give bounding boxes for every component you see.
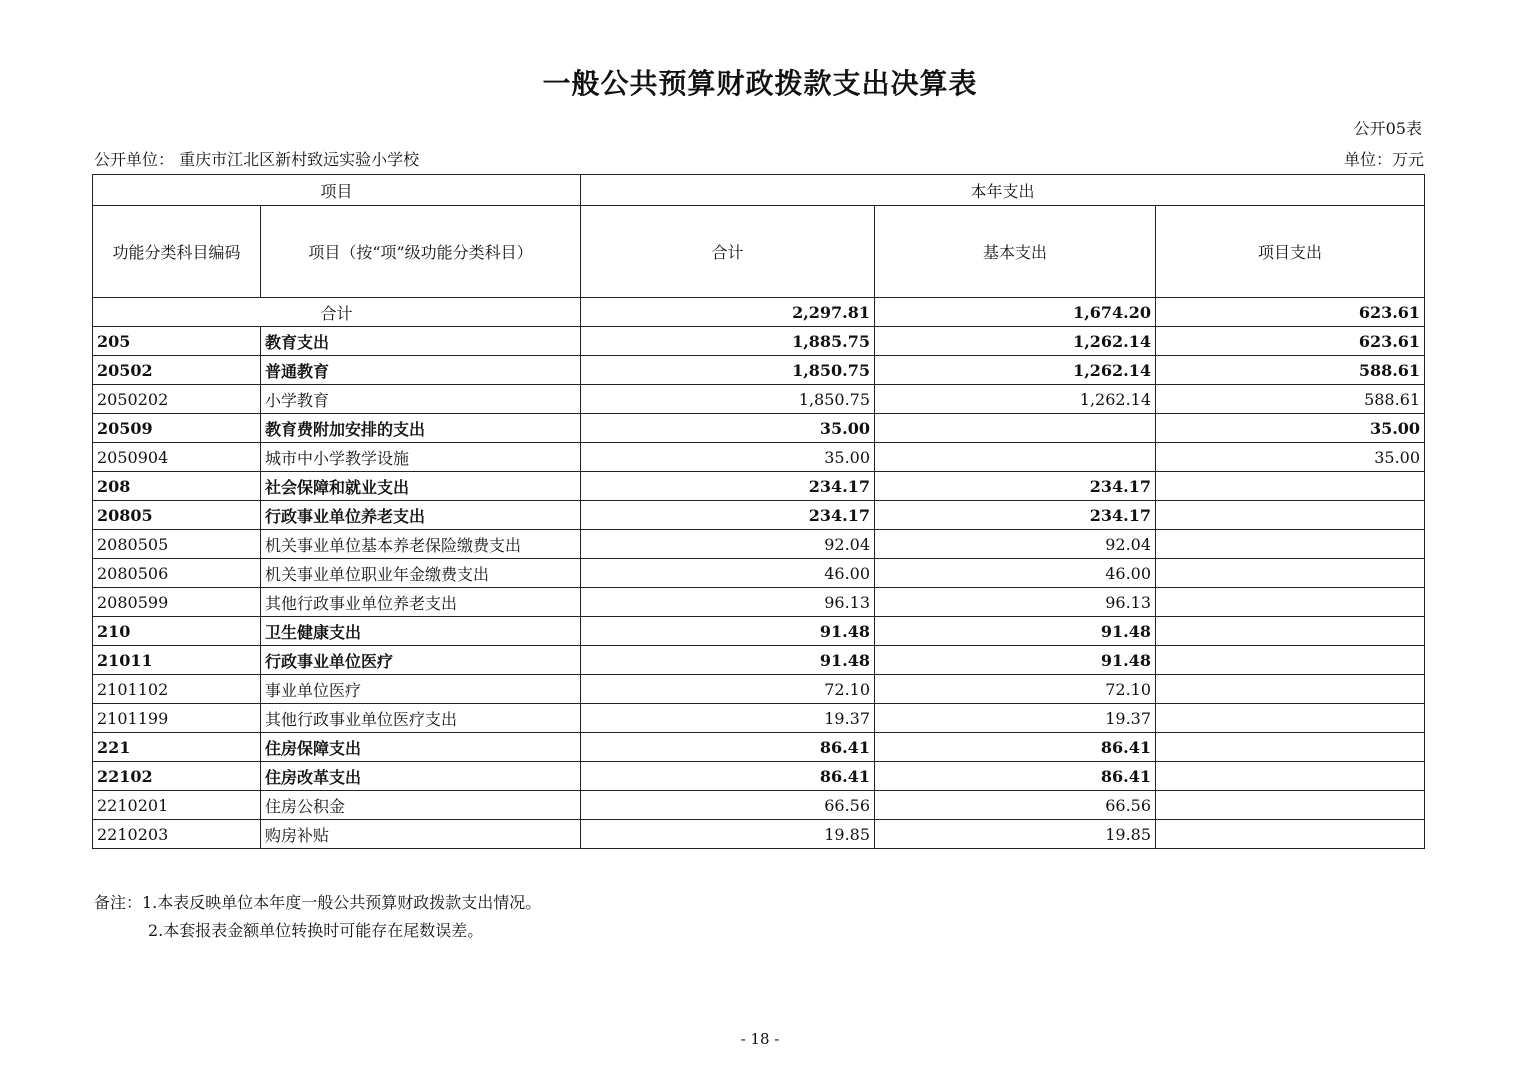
table-row: [93, 791, 1425, 820]
cell-name: 城市中小学教学设施: [261, 443, 581, 472]
table-row: [93, 704, 1425, 733]
cell-total: 72.10: [581, 675, 875, 704]
org-label: 公开单位： 重庆市江北区新村致远实验小学校: [94, 150, 420, 169]
cell-name: 普通教育: [261, 356, 581, 385]
total-label: 合计: [93, 298, 581, 327]
cell-basic: 91.48: [875, 646, 1156, 675]
cell-total: 96.13: [581, 588, 875, 617]
cell-total: 66.56: [581, 791, 875, 820]
cell-project: [1156, 733, 1425, 762]
cell-basic: 1,262.14: [875, 385, 1156, 414]
total-total: 2,297.81: [581, 298, 875, 327]
cell-basic: [875, 443, 1156, 472]
cell-code: 21011: [93, 646, 261, 675]
cell-project: [1156, 762, 1425, 791]
cell-name: 卫生健康支出: [261, 617, 581, 646]
cell-project: 35.00: [1156, 443, 1425, 472]
cell-total: 86.41: [581, 762, 875, 791]
cell-basic: 86.41: [875, 762, 1156, 791]
notes: [94, 889, 541, 945]
cell-project: [1156, 559, 1425, 588]
cell-name: 行政事业单位养老支出: [261, 501, 581, 530]
table-row: [93, 820, 1425, 849]
cell-name: 购房补贴: [261, 820, 581, 849]
cell-project: 588.61: [1156, 385, 1425, 414]
cell-name: 教育支出: [261, 327, 581, 356]
cell-basic: 19.37: [875, 704, 1156, 733]
table-row: [93, 414, 1425, 443]
cell-code: 2101199: [93, 704, 261, 733]
cell-code: 208: [93, 472, 261, 501]
note-2: 2.本套报表金额单位转换时可能存在尾数误差。: [148, 921, 484, 940]
table-row: [93, 617, 1425, 646]
cell-name: 机关事业单位职业年金缴费支出: [261, 559, 581, 588]
header-group-expense: 本年支出: [581, 175, 1425, 206]
cell-basic: 96.13: [875, 588, 1156, 617]
cell-name: 其他行政事业单位养老支出: [261, 588, 581, 617]
cell-project: [1156, 472, 1425, 501]
cell-project: [1156, 791, 1425, 820]
cell-name: 教育费附加安排的支出: [261, 414, 581, 443]
cell-total: 19.37: [581, 704, 875, 733]
cell-code: 20805: [93, 501, 261, 530]
cell-code: 2050904: [93, 443, 261, 472]
cell-project: [1156, 820, 1425, 849]
cell-basic: 234.17: [875, 501, 1156, 530]
table-row: [93, 559, 1425, 588]
header-name: 项目（按“项”级功能分类科目）: [261, 206, 581, 298]
table-row: [93, 733, 1425, 762]
table-row: [93, 327, 1425, 356]
cell-total: 92.04: [581, 530, 875, 559]
cell-code: 210: [93, 617, 261, 646]
table-row: [93, 588, 1425, 617]
cell-code: 22102: [93, 762, 261, 791]
cell-basic: 1,262.14: [875, 327, 1156, 356]
cell-total: 234.17: [581, 472, 875, 501]
cell-basic: 234.17: [875, 472, 1156, 501]
cell-total: 35.00: [581, 414, 875, 443]
total-project: 623.61: [1156, 298, 1425, 327]
cell-name: 机关事业单位基本养老保险缴费支出: [261, 530, 581, 559]
cell-total: 91.48: [581, 646, 875, 675]
unit-label: 单位：万元: [1343, 150, 1424, 169]
cell-code: 2101102: [93, 675, 261, 704]
cell-code: 2080599: [93, 588, 261, 617]
cell-name: 社会保障和就业支出: [261, 472, 581, 501]
cell-basic: 91.48: [875, 617, 1156, 646]
table-number: 公开05表: [1353, 119, 1422, 138]
cell-basic: 66.56: [875, 791, 1156, 820]
header-total: 合计: [581, 206, 875, 298]
cell-code: 2210201: [93, 791, 261, 820]
note-1: 备注：1.本表反映单位本年度一般公共预算财政拨款支出情况。: [94, 893, 542, 912]
cell-basic: 46.00: [875, 559, 1156, 588]
cell-basic: 1,262.14: [875, 356, 1156, 385]
header-group-project: 项目: [93, 175, 581, 206]
cell-code: 221: [93, 733, 261, 762]
cell-total: 1,850.75: [581, 356, 875, 385]
table-row: [93, 762, 1425, 791]
header-code: 功能分类科目编码: [93, 206, 261, 298]
cell-code: 2080506: [93, 559, 261, 588]
cell-project: [1156, 530, 1425, 559]
cell-name: 住房保障支出: [261, 733, 581, 762]
cell-name: 住房改革支出: [261, 762, 581, 791]
cell-name: 小学教育: [261, 385, 581, 414]
cell-project: [1156, 501, 1425, 530]
table-row: [93, 385, 1425, 414]
cell-total: 1,885.75: [581, 327, 875, 356]
cell-name: 事业单位医疗: [261, 675, 581, 704]
cell-total: 1,850.75: [581, 385, 875, 414]
table-row: [93, 530, 1425, 559]
cell-project: [1156, 675, 1425, 704]
cell-project: [1156, 704, 1425, 733]
cell-project: [1156, 588, 1425, 617]
cell-project: 623.61: [1156, 327, 1425, 356]
cell-project: [1156, 617, 1425, 646]
cell-code: 20509: [93, 414, 261, 443]
header-basic: 基本支出: [875, 206, 1156, 298]
cell-name: 其他行政事业单位医疗支出: [261, 704, 581, 733]
cell-code: 2050202: [93, 385, 261, 414]
cell-name: 住房公积金: [261, 791, 581, 820]
page-number: - 18 -: [740, 1030, 780, 1048]
cell-code: 20502: [93, 356, 261, 385]
table-row: [93, 675, 1425, 704]
cell-project: 588.61: [1156, 356, 1425, 385]
total-row: [93, 298, 1425, 327]
cell-total: 46.00: [581, 559, 875, 588]
cell-basic: 86.41: [875, 733, 1156, 762]
cell-total: 86.41: [581, 733, 875, 762]
cell-code: 2080505: [93, 530, 261, 559]
cell-total: 19.85: [581, 820, 875, 849]
cell-code: 2210203: [93, 820, 261, 849]
cell-total: 35.00: [581, 443, 875, 472]
page-title: 一般公共预算财政拨款支出决算表: [542, 67, 978, 100]
cell-basic: 72.10: [875, 675, 1156, 704]
cell-basic: 92.04: [875, 530, 1156, 559]
cell-code: 205: [93, 327, 261, 356]
cell-project: [1156, 646, 1425, 675]
cell-basic: 19.85: [875, 820, 1156, 849]
expenditure-table: [92, 174, 1425, 849]
header-project: 项目支出: [1156, 206, 1425, 298]
table-row: [93, 443, 1425, 472]
cell-basic: [875, 414, 1156, 443]
cell-total: 91.48: [581, 617, 875, 646]
cell-project: 35.00: [1156, 414, 1425, 443]
table-row: [93, 356, 1425, 385]
total-basic: 1,674.20: [875, 298, 1156, 327]
cell-total: 234.17: [581, 501, 875, 530]
table-row: [93, 501, 1425, 530]
cell-name: 行政事业单位医疗: [261, 646, 581, 675]
table-row: [93, 646, 1425, 675]
table-row: [93, 472, 1425, 501]
